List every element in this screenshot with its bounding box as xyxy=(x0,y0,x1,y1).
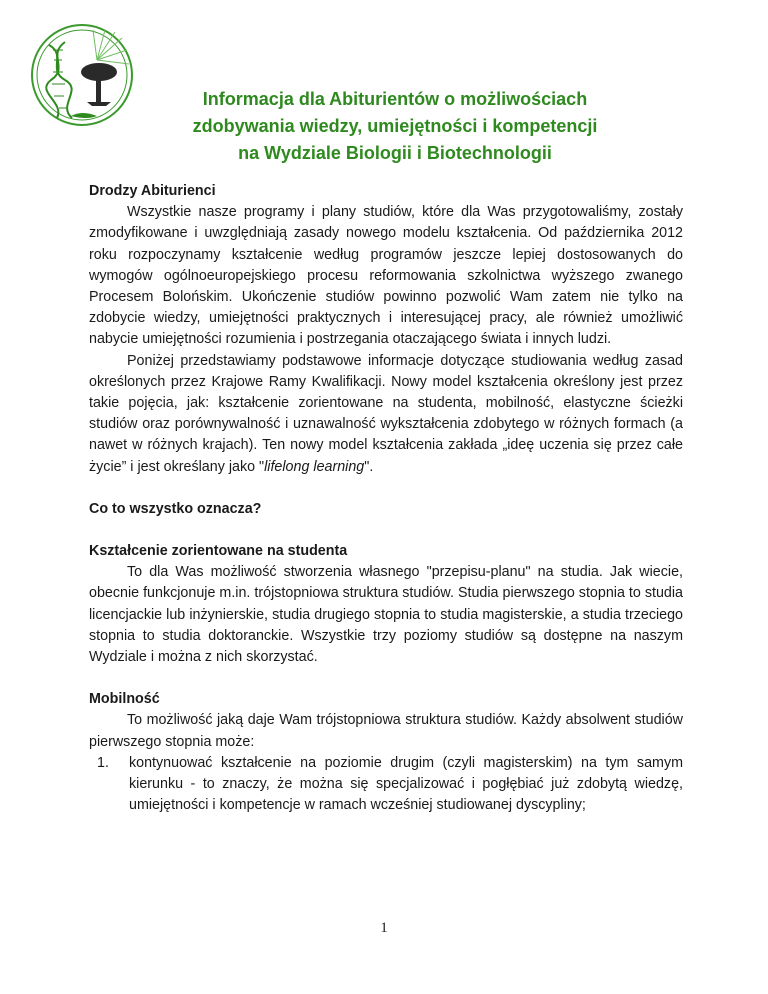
section-mobility-text: To możliwość jaką daje Wam trójstopniowa struktura studiów. Każdy absolwent studiów pierwszego stopnia może: xyxy=(89,712,683,750)
list-item xyxy=(89,753,683,817)
section-student-centered-heading: Kształcenie zorientowane na studenta xyxy=(89,543,348,560)
title-line-3: na Wydziale Biologii i Biotechnologii xyxy=(238,143,552,163)
salutation: Drodzy Abiturienci xyxy=(89,183,216,199)
question-heading: Co to wszystko oznacza? xyxy=(89,500,262,517)
lifelong-learning-term: lifelong learning xyxy=(264,458,365,475)
intro-paragraph-2-end: ". xyxy=(364,458,374,475)
list-item-text: kontynuować kształcenie na poziomie drugim (czyli magisterskim) na tym samym kierunku - to znaczy, że można się specjalizować i pogłębiać już zdobytą wiedzę, umiejętności i kompetencje w ramach wcześniej studiowanej dyscypliny; xyxy=(129,754,683,814)
intro-paragraph-2 xyxy=(89,351,683,478)
page-number: 1 xyxy=(380,920,388,936)
title-line-1: Informacja dla Abiturientów o możliwościach xyxy=(202,89,588,109)
title-line-2: zdobywania wiedzy, umiejętności i kompetencji xyxy=(192,116,598,136)
dna-tree-logo-icon xyxy=(27,20,137,130)
intro-paragraph-2-main: Poniżej przedstawiamy podstawowe informacje dotyczące studiowania według zasad określonych przez Krajowe Ramy Kwalifikacji. Nowy model kształcenia określony jest przez takie pojęcia, jak: kształcenie zorientowane na studenta, mobilność, elastyczne ścieżki studiów oraz porównywalność i uznawalność wykształcenia zdobytego w różnych formach (a nawet w różnych krajach). Ten nowy model kształcenia zakłada „ideę uczenia się przez całe życie” i jest określany jako " xyxy=(89,352,683,475)
faculty-logo xyxy=(27,20,137,130)
document-body xyxy=(89,181,683,816)
list-item-number: 1. xyxy=(97,754,109,771)
section-mobility-heading: Mobilność xyxy=(89,691,160,708)
section-student-centered-text: To dla Was możliwość stworzenia własnego "przepisu-planu" na studia. Jak wiecie, obecnie funkcjonuje m.in. trójstopniowa struktura studiów. Studia pierwszego stopnia to studia licencjackie lub inżynierskie, studia drugiego stopnia to studia magisterskie, a studia trzeciego stopnia to studia doktoranckie. Wszystkie trzy poziomy studiów są dostępne na naszym Wydziale i można z nich skorzystać. xyxy=(89,564,683,666)
mobility-list xyxy=(89,753,683,817)
page-title xyxy=(130,86,660,167)
intro-paragraph-1: Wszystkie nasze programy i plany studiów, które dla Was przygotowaliśmy, zostały zmodyfikowane i uwzględniają zasady nowego modelu kształcenia. Od października 2012 roku rozpoczynamy kształcenie według programów jeszcze lepiej dostosowanych do wymogów ogólnoeuropejskiego procesu reformowania szkolnictwa wyższego zwanego Procesem Bolońskim. Ukończenie studiów powinno pozwolić Wam zatem nie tylko na zdobycie wiedzy, umiejętności praktycznych i interesującej pracy, ale również umożliwić nabycie umiejętności rozumienia i postrzegania otaczającego świata i innych ludzi. xyxy=(89,204,683,348)
